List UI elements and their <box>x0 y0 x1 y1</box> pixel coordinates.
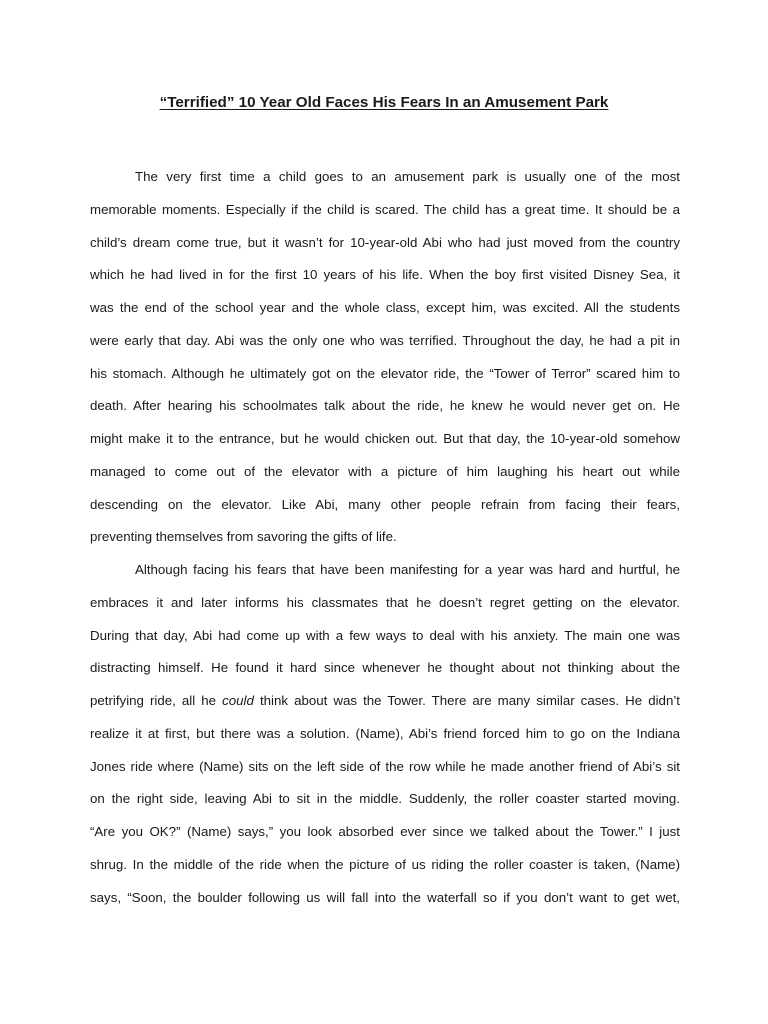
text-line: Jones ride where (Name) sits on the left side of the row while he made another friend of Abi’s sit <box>90 758 680 774</box>
text-line: preventing themselves from savoring the gifts of life. <box>90 529 397 545</box>
text-line: shrug. In the middle of the ride when the picture of us riding the roller coaster is taken, (Name) <box>90 856 680 872</box>
text-line-with-emphasis <box>90 685 680 718</box>
text-line: was the end of the school year and the whole class, except him, was excited. All the students <box>90 300 680 315</box>
text-line: During that day, Abi had come up with a few ways to deal with his anxiety. The main one was <box>90 627 680 643</box>
text-line: distracting himself. He found it hard since whenever he thought about not thinking about the <box>90 660 680 676</box>
text-line: embraces it and later informs his classmates that he doesn’t regret getting on the elevator. <box>90 594 680 610</box>
text-line: memorable moments. Especially if the child is scared. The child has a great time. It should be a <box>90 201 680 217</box>
text-line: child’s dream come true, but it wasn’t for 10-year-old Abi who had just moved from the country <box>90 234 680 250</box>
emphasis-text: could <box>222 693 254 708</box>
text-line: were early that day. Abi was the only one who was terrified. Throughout the day, he had a pit in <box>90 332 680 348</box>
text-line: his stomach. Although he ultimately got on the elevator ride, the “Tower of Terror” scared him to <box>90 365 680 381</box>
text-line: Although facing his fears that have been manifesting for a year was hard and hurtful, he <box>135 562 680 577</box>
text-segment: think about was the Tower. There are many similar cases. He didn’t <box>253 693 680 708</box>
text-line: might make it to the entrance, but he would chicken out. But that day, the 10-year-old somehow <box>90 431 680 446</box>
document-title: “Terrified” 10 Year Old Faces His Fears In an Amusement Park <box>159 94 609 111</box>
text-line: “Are you OK?” (Name) says,” you look absorbed ever since we talked about the Tower.” I just <box>90 824 680 839</box>
text-line: realize it at first, but there was a solution. (Name), Abi’s friend forced him to go on the Indiana <box>90 725 680 741</box>
text-line: death. After hearing his schoolmates talk about the ride, he knew he would never get on. He <box>90 398 680 414</box>
text-line: says, “Soon, the boulder following us will fall into the waterfall so if you don’t want to get wet, <box>90 889 680 905</box>
text-line: on the right side, leaving Abi to sit in the middle. Suddenly, the roller coaster started moving. <box>90 791 680 807</box>
text-line: descending on the elevator. Like Abi, many other people refrain from facing their fears, <box>90 496 680 512</box>
document-body <box>90 161 680 914</box>
text-line: The very first time a child goes to an amusement park is usually one of the most <box>135 169 680 184</box>
text-segment: petrifying ride, all he <box>90 693 223 708</box>
text-line: which he had lived in for the first 10 years of his life. When the boy first visited Disney Sea, it <box>90 267 680 283</box>
text-line: managed to come out of the elevator with a picture of him laughing his heart out while <box>90 463 680 479</box>
